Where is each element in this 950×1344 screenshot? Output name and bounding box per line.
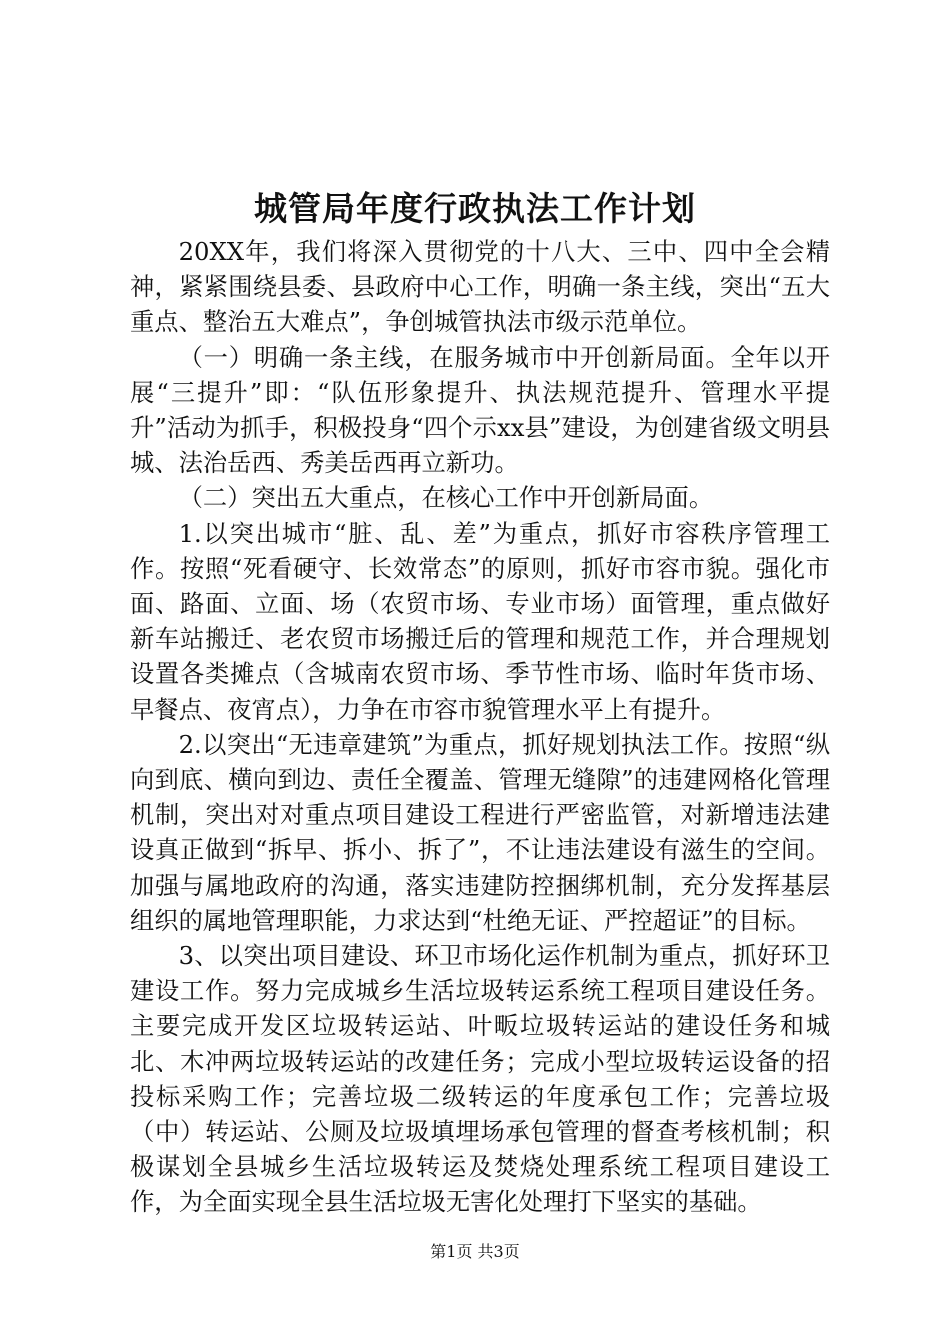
page-number-footer: 第1页 共3页 bbox=[430, 1242, 520, 1261]
paragraph-section-2-heading: （二）突出五大重点，在核心工作中开创新局面。 bbox=[178, 483, 714, 513]
paragraph-item-2: 2.以突出“无违章建筑”为重点，抓好规划执法工作。按照“纵向到底、横向到边、责任全覆盖、管理无缝隙”的违建网格化管理机制，突出对对重点项目建设工程进行严密监管，对新增违法建设真正做到“拆早、拆小、拆了”，不让违法建设有滋生的空间。加强与属地政府的沟通，落实违建防控捆绑机制，充分发挥基层组织的属地管理职能，力求达到“杜绝无证、严控超证”的目标。 bbox=[130, 729, 830, 935]
document-title: 城管局年度行政执法工作计划 bbox=[254, 189, 696, 228]
paragraph-item-1: 1.以突出城市“脏、乱、差”为重点，抓好市容秩序管理工作。按照“死看硬守、长效常态”的原则，抓好市容市貌。强化市面、路面、立面、场（农贸市场、专业市场）面管理，重点做好新车站搬迁、老农贸市场搬迁后的管理和规范工作，并合理规划设置各类摊点（含城南农贸市场、季节性市场、临时年货市场、早餐点、夜宵点），力争在市容市貌管理水平上有提升。 bbox=[130, 518, 830, 724]
document-body bbox=[130, 234, 830, 1220]
paragraph-item-3: 3、以突出项目建设、环卫市场化运作机制为重点，抓好环卫建设工作。努力完成城乡生活垃圾转运系统工程项目建设任务。主要完成开发区垃圾转运站、叶畈垃圾转运站的建设任务和城北、木冲两垃圾转运站的改建任务；完成小型垃圾转运设备的招投标采购工作；完善垃圾二级转运的年度承包工作；完善垃圾（中）转运站、公厕及垃圾填埋场承包管理的督查考核机制；积极谋划全县城乡生活垃圾转运及焚烧处理系统工程项目建设工作，为全面实现全县生活垃圾无害化处理打下坚实的基础。 bbox=[130, 941, 830, 1217]
paragraph-intro: 20XX年，我们将深入贯彻党的十八大、三中、四中全会精神，紧紧围绕县委、县政府中心工作，明确一条主线，突出“五大重点、整治五大难点”，争创城管执法市级示范单位。 bbox=[130, 237, 830, 337]
paragraph-section-1: （一）明确一条主线，在服务城市中开创新局面。全年以开展“三提升”即：“队伍形象提升、执法规范提升、管理水平提升”活动为抓手，积极投身“四个示xx县”建设，为创建省级文明县城、法治岳西、秀美岳西再立新功。 bbox=[130, 342, 830, 478]
